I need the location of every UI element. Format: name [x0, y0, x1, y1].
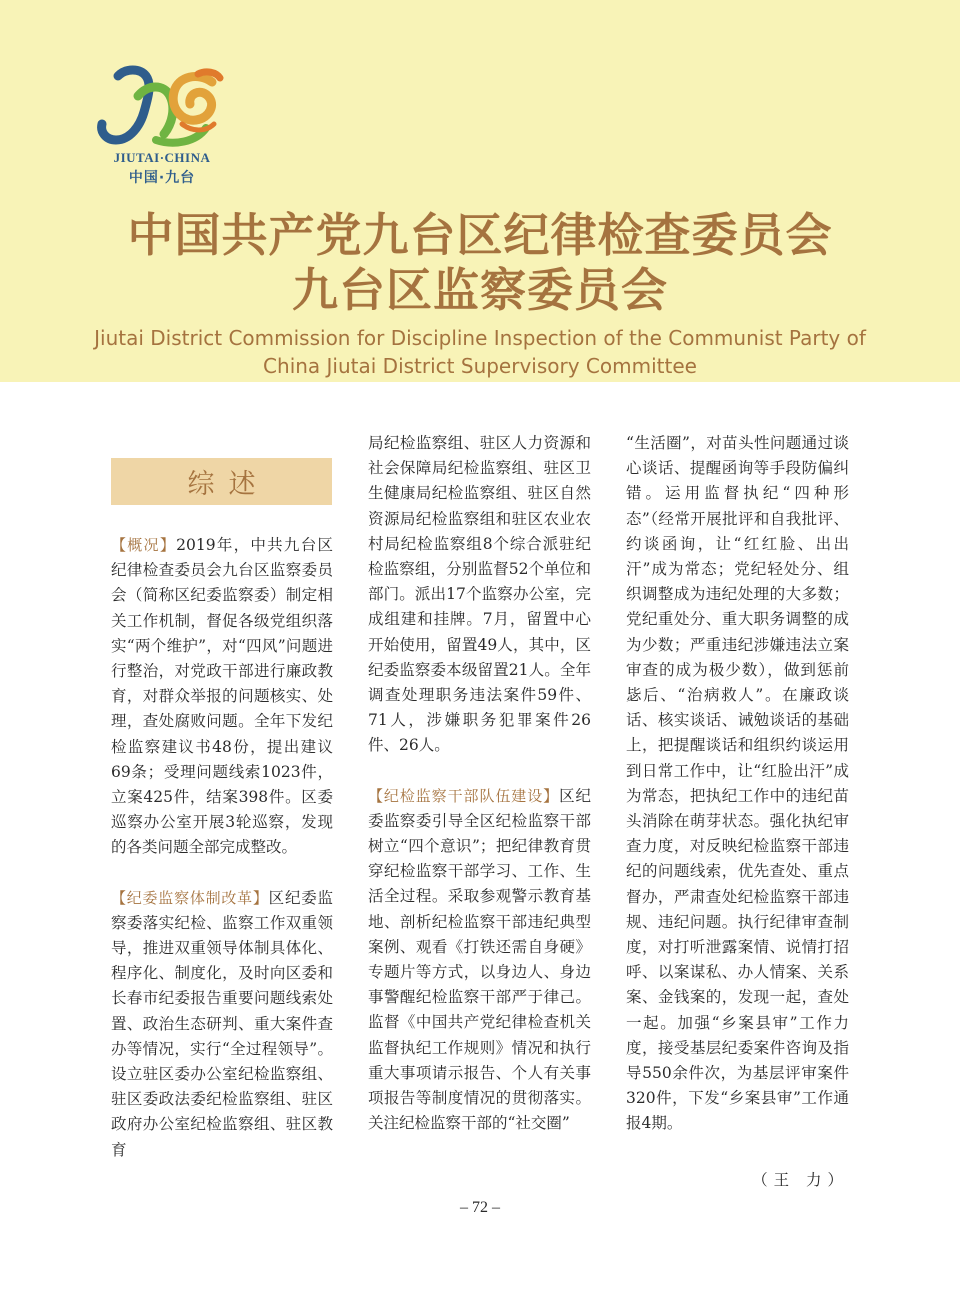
paragraph-continued: [368, 431, 591, 759]
text-column-2: [368, 431, 591, 1136]
paragraph-continued: [626, 431, 849, 1137]
logo-emblem-icon: [96, 62, 228, 152]
author-signature: （王 力）: [752, 1171, 849, 1189]
title-english-line1: Jiutai District Commission for Discipline Inspection of the Communist Party of: [94, 326, 866, 350]
paragraph-reform: [111, 886, 333, 1163]
title-english-line2: China Jiutai District Supervisory Committee: [263, 354, 697, 378]
title-chinese-line2: 九台区监察委员会: [292, 263, 668, 317]
paragraph-text: “生活圈”，对苗头性问题通过谈心谈话、提醒函询等手段防偏纠错。运用监督执纪“四种形态”（经常开展批评和自我批评、约谈函询，让“红红脸、出出汗”成为常态；党纪轻处分、组织调整成为违纪处理的大多数；党纪重处分、重大职务调整的成为少数；严重违纪涉嫌违法立案审查的成为极少数），做到惩前毖后、“治病救人”。在廉政谈话、核实谈话、诫勉谈话的基础上，把提醒谈话和组织约谈运用到日常工作中，让“红脸出汗”成为常态，把执纪工作中的违纪苗头消除在萌芽状态。强化执纪审查力度，对反映纪检监察干部违纪的问题线索，优先查处、重点督办，严肃查处纪检监察干部违规、违纪问题。执行纪律审查制度，对打听泄露案情、说情打招呼、以案谋私、办人情案、关系案、金钱案的，发现一起，查处一起。加强“乡案县审”工作力度，接受基层纪委案件咨询及指导550余件次，为基层评审案件320件，下发“乡案县审”工作通报4期。: [626, 434, 849, 1133]
paragraph-overview: [111, 533, 333, 861]
paragraph-team-building: [368, 784, 591, 1137]
text-column-3: [626, 431, 849, 1137]
paragraph-text: 区纪委监察委落实纪检、监察工作双重领导，推进双重领导体制具体化、程序化、制度化，及时向区委和长春市纪委报告重要问题线索处置、政治生态研判、重大案件查办等情况，实行“全过程领导”。设立驻区委办公室纪检监察组、驻区委政法委纪检监察组、驻区政府办公室纪检监察组、驻区教育: [111, 888, 333, 1159]
paragraph-text: 2019年，中共九台区纪律检查委员会九台区监察委员会（简称区纪委监察委）制定相关工作机制，督促各级党组织落实“两个维护”，对“四风”问题进行整治，对党政干部进行廉政教育，对群众举报的问题核实、处理，查处腐败问题。全年下发纪检监察建议书48份，提出建议69条；受理问题线索1023件，立案425件，结案398件。区委巡察办公室开展3轮巡察，发现的各类问题全部完成整改。: [111, 536, 333, 857]
logo-english-text: JIUTAI·CHINA: [113, 150, 211, 165]
section-heading: 综述: [187, 469, 270, 500]
section-heading-box: [111, 458, 332, 505]
paragraph-text: 区纪委监察委引导全区纪检监察干部树立“四个意识”；把纪律教育贯穿纪检监察干部学习、工作、生活全过程。采取参观警示教育基地、剖析纪检监察干部违纪典型案例、观看《打铁还需自身硬》专题片等方式，以身边人、身边事警醒纪检监察干部严于律己。监督《中国共产党纪律检查机关监督执纪工作规则》情况和执行重大事项请示报告、个人有关事项报告等制度情况的贯彻落实。关注纪检监察干部的“社交圈”: [368, 786, 591, 1133]
paragraph-tag: 【概况】: [111, 536, 177, 554]
paragraph-text: 局纪检监察组、驻区人力资源和社会保障局纪检监察组、驻区卫生健康局纪检监察组、驻区自然资源局纪检监察组和驻区农业农村局纪检监察组8个综合派驻纪检监察组，分别监督52个单位和部门。派出17个监察办公室，完成组建和挂牌。7月，留置中心开始使用，留置49人，其中，区纪委监察委本级留置21人。全年调查处理职务违法案件59件、71人，涉嫌职务犯罪案件26件、26人。: [368, 434, 591, 755]
page-number: – 72 –: [460, 1199, 500, 1216]
logo-chinese-text: 中国·九台: [128, 170, 196, 186]
title-chinese-line1: 中国共产党九台区纪律检查委员会: [127, 208, 833, 262]
jiutai-logo: [96, 62, 228, 192]
text-column-1: [111, 533, 333, 1163]
paragraph-tag: 【纪委监察体制改革】: [111, 888, 269, 907]
paragraph-tag: 【纪检监察干部队伍建设】: [368, 786, 560, 805]
